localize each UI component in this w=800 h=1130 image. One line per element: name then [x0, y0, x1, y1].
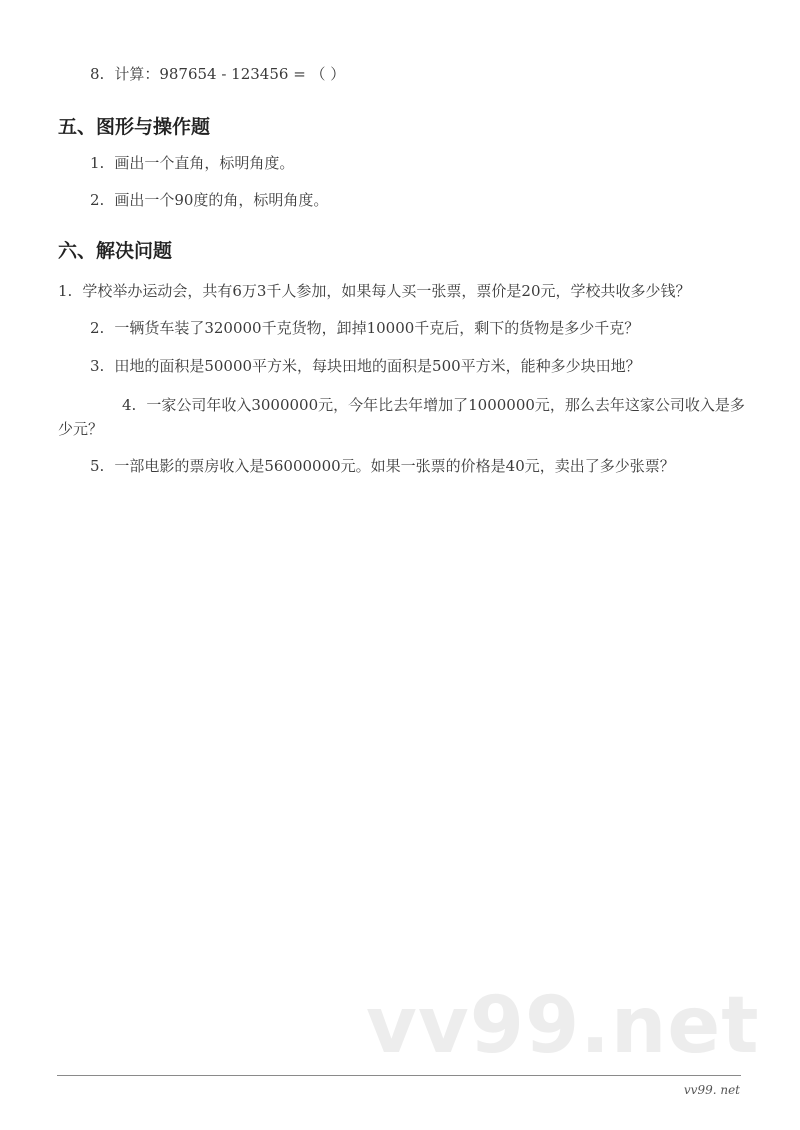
question-text: 田地的面积是50000平方米，每块田地的面积是500平方米，能种多少块田地？ [114, 357, 641, 375]
geometry-question-2 [90, 189, 328, 211]
question-text: 计算：987654 - 123456 = （ ） [114, 65, 346, 83]
watermark: vv99.net [366, 981, 760, 1071]
question-number: 1. [58, 282, 73, 300]
geometry-question-1 [90, 152, 294, 174]
question-number: 1. [90, 154, 105, 172]
question-text: 一辆货车装了320000千克货物，卸掉10000千克后，剩下的货物是多少千克？ [114, 319, 640, 337]
question-text: 画出一个直角，标明角度。 [114, 154, 295, 172]
problem-question-5 [90, 455, 675, 477]
question-text: 画出一个90度的角，标明角度。 [114, 191, 329, 209]
question-text: 一部电影的票房收入是56000000元。如果一张票的价格是40元，卖出了多少张票？ [114, 457, 675, 475]
question-number: 4. [122, 396, 137, 414]
section-heading-problem-solving: 六、解决问题 [58, 240, 173, 262]
question-number: 5. [90, 457, 105, 475]
problem-question-3 [90, 355, 641, 377]
question-number: 2. [90, 319, 105, 337]
section-heading-geometry: 五、图形与操作题 [58, 116, 211, 138]
question-number: 8. [90, 65, 105, 83]
question-number: 3. [90, 357, 105, 375]
problem-question-1 [58, 280, 691, 302]
problem-question-2 [90, 317, 639, 339]
footer-site-label: vv99. net [683, 1083, 740, 1097]
footer-divider [57, 1075, 741, 1076]
question-number: 2. [90, 191, 105, 209]
question-8 [90, 63, 345, 85]
problem-question-4 [58, 393, 758, 441]
question-text: 学校举办运动会，共有6万3千人参加，如果每人买一张票，票价是20元，学校共收多少钱？ [82, 282, 691, 300]
question-text: 一家公司年收入3000000元，今年比去年增加了1000000元，那么去年这家公司收入是多少元？ [58, 396, 745, 438]
